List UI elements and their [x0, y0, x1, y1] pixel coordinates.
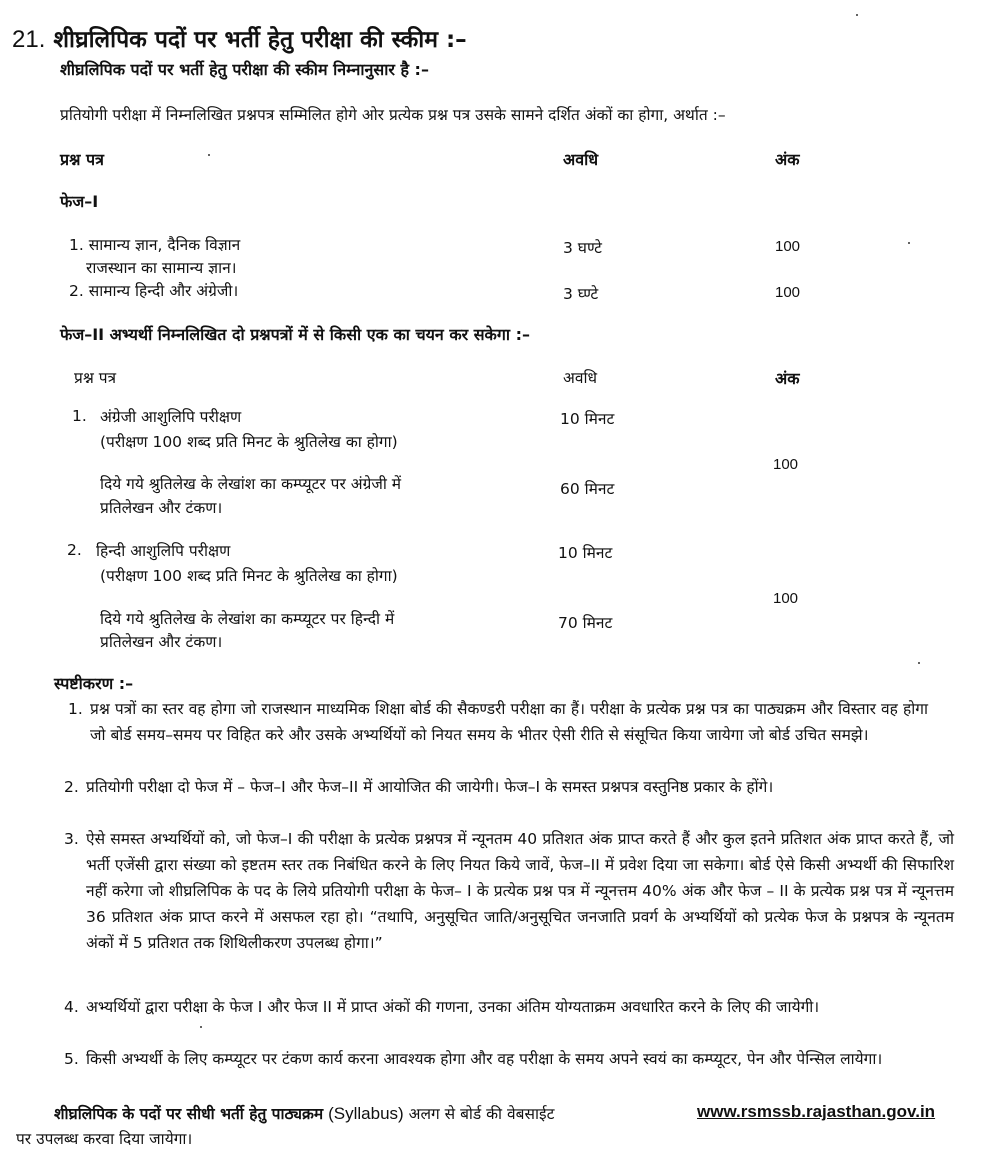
note-text: किसी अभ्यर्थी के लिए कम्प्यूटर पर टंकण कार्य करना आवश्यक होगा और वह परीक्षा के समय अपने स्वयं का कम्प्यूटर, पेन और पेन्सिल लायेगा। [86, 1050, 883, 1068]
scan-speck [908, 242, 910, 244]
phase2-item-2-part2-line2: प्रतिलेखन और टंकण। [100, 633, 223, 651]
explanation-note-5 [64, 1046, 954, 1072]
footer-part1: शीघ्रलिपिक के पदों पर सीधी भर्ती हेतु पाठ्यक्रम [54, 1105, 324, 1123]
phase1-item-1-duration: 3 घण्टे [563, 239, 602, 257]
scan-speck [200, 1026, 202, 1028]
explanation-note-4 [64, 994, 954, 1020]
note-number: 1. [68, 700, 83, 718]
footer-part2: अलग से बोर्ड की वेबसाईट [408, 1105, 555, 1123]
phase2-header-paper: प्रश्न पत्र [74, 369, 117, 387]
note-text: ऐसे समस्त अभ्यर्थियों को, जो फेज–I की परीक्षा के प्रत्येक प्रश्नपत्र में न्यूनतम 40 प्रतिशत अंक प्राप्त करते हैं और कुल इतने प्रतिशत अंक प्राप्त करते हैं, जो भर्ती एजेंसी द्वारा संख्या को इष्टतम स्तर तक निबंधित करने के लिए नियत किये जावें, फेज–II में प्रवेश दिया जा सकेगा। बोर्ड ऐसे किसी अभ्यर्थी की सिफारिश नहीं करेगा जो शीघ्रलिपिक के पद के लिये प्रतियोगी परीक्षा के फेज– I के प्रत्येक प्रश्न पत्र में न्यूनत्तम 40% अंक और फेज – II के प्रत्येक प्रश्न पत्र में न्यूनत्तम 36 प्रतिशत अंक प्राप्त करने में असफल रहा हो। “तथापि, अनुसूचित जाति/अनुसूचित जनजाति प्रवर्ग के अभ्यर्थियों को प्रत्येक फेज के प्रश्नपत्र के न्यूनतम अंकों में 5 प्रतिशत तक शिथिलीकरण उपलब्ध होगा।” [86, 830, 954, 952]
phase2-label: फेज–II अभ्यर्थी निम्नलिखित दो प्रश्नपत्रों में से किसी एक का चयन कर सकेगा :– [60, 325, 530, 344]
phase1-item-2-duration: 3 घ्ण्टे [563, 285, 599, 303]
footer-line-2: पर उपलब्ध करवा दिया जायेगा। [16, 1130, 193, 1148]
phase1-item-1-line2: राजस्थान का सामान्य ज्ञान। [86, 259, 237, 277]
phase2-item-2-number: 2. [67, 541, 82, 559]
phase2-item-1-part2-line2: प्रतिलेखन और टंकण। [100, 499, 223, 517]
phase2-item-2-duration1: 10 मिनट [558, 544, 613, 562]
scan-speck [208, 154, 210, 156]
scan-speck [918, 662, 920, 664]
footer-syllabus: (Syllabus) [328, 1104, 404, 1123]
subtitle: शीघ्रलिपिक पदों पर भर्ती हेतु परीक्षा की स्कीम निम्नानुसार है :– [60, 60, 429, 79]
note-text: अभ्यर्थियों द्वारा परीक्षा के फेज I और फेज II में प्राप्त अंकों की गणना, उनका अंतिम योग्यताक्रम अवधारित करने के लिए की जायेगी। [86, 998, 820, 1016]
phase2-item-2-marks: 100 [773, 590, 799, 607]
section-number: 21. [12, 26, 46, 53]
phase1-header-marks: अंक [775, 150, 800, 169]
section-heading [12, 22, 467, 54]
phase2-header-duration: अवधि [563, 369, 598, 387]
note-text: प्रश्न पत्रों का स्तर वह होगा जो राजस्थान माध्यमिक शिक्षा बोर्ड की सैकण्डरी परीक्षा का हैं। परीक्षा के प्रत्येक प्रश्न पत्र का पाठ्यक्रम और विस्तार वह होगा जो बोर्ड समय–समय पर विहित करे और उसके अभ्यर्थियों को नियत समय के भीतर ऐसी रीति से संसूचित किया जायेगा जो बोर्ड उचित समझे। [90, 700, 928, 744]
explanation-title: स्पष्टीकरण :– [54, 674, 134, 693]
phase2-item-1-duration1: 10 मिनट [560, 410, 615, 428]
phase1-item-1-line1: 1. सामान्य ज्ञान, दैनिक विज्ञान [69, 236, 241, 254]
phase1-header-paper: प्रश्न पत्र [60, 150, 104, 169]
phase2-item-1-part2-line1: दिये गये श्रुतिलेख के लेखांश का कम्प्यूटर पर अंग्रेजी में [100, 475, 402, 493]
phase2-item-2-detail: (परीक्षण 100 शब्द प्रति मिनट के श्रुतिलेख का होगा) [100, 567, 398, 585]
phase1-header-duration: अवधि [563, 150, 599, 169]
phase2-header-marks: अंक [775, 369, 800, 388]
note-text: प्रतियोगी परीक्षा दो फेज में – फेज–I और फेज–II में आयोजित की जायेगी। फेज–I के समस्त प्रश्नपत्र वस्तुनिष्ठ प्रकार के होंगे। [86, 778, 774, 796]
note-number: 5. [64, 1050, 79, 1068]
note-number: 2. [64, 778, 79, 796]
phase2-item-1-marks: 100 [773, 456, 799, 473]
phase2-item-1-number: 1. [72, 407, 87, 425]
phase2-item-1-duration2: 60 मिनट [560, 480, 615, 498]
explanation-note-2 [64, 774, 954, 800]
phase2-item-1-title: अंग्रेजी आशुलिपि परीक्षण [100, 408, 242, 426]
website-link[interactable]: www.rsmssb.rajasthan.gov.in [697, 1102, 936, 1121]
phase1-item-1-marks: 100 [775, 238, 801, 255]
phase2-item-2-part2-line1: दिये गये श्रुतिलेख के लेखांश का कम्प्यूटर पर हिन्दी में [100, 610, 395, 628]
phase1-item-2-marks: 100 [775, 284, 801, 301]
phase2-item-1-detail: (परीक्षण 100 शब्द प्रति मिनट के श्रुतिलेख का होगा) [100, 433, 398, 451]
section-title: शीघ्रलिपिक पदों पर भर्ती हेतु परीक्षा की स्कीम :– [53, 27, 467, 53]
phase1-item-2-line1: 2. सामान्य हिन्दी और अंग्रेजी। [69, 282, 239, 300]
phase2-item-2-title: हिन्दी आशुलिपि परीक्षण [96, 542, 231, 560]
explanation-note-3 [64, 826, 954, 956]
intro-text: प्रतियोगी परीक्षा में निम्नलिखित प्रश्नपत्र सम्मिलित होगे ओर प्रत्येक प्रश्न पत्र उसके सामने दर्शित अंकों का होगा, अर्थात :– [60, 106, 726, 124]
footer-line-1 [54, 1102, 554, 1124]
explanation-note-1 [68, 696, 928, 748]
scan-speck [856, 14, 858, 16]
note-number: 3. [64, 830, 79, 848]
phase1-label: फेज–I [60, 192, 99, 211]
note-number: 4. [64, 998, 79, 1016]
phase2-item-2-duration2: 70 मिनट [558, 614, 613, 632]
